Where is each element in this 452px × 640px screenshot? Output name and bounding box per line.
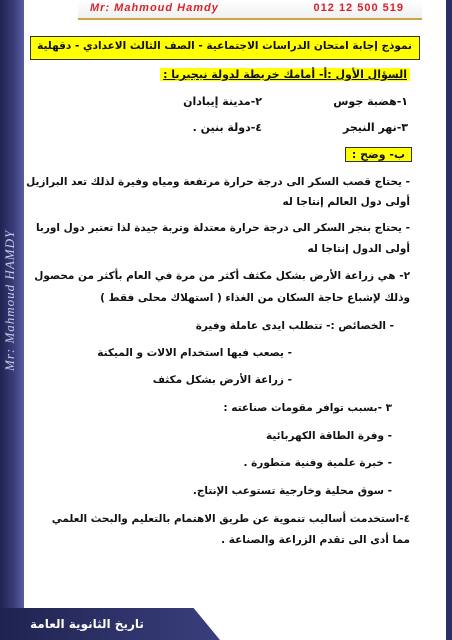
- header-banner: [78, 0, 422, 20]
- factor-2: - خبرة علمية وفنية متطورة .: [243, 457, 392, 469]
- top-frame: [0, 0, 452, 24]
- paragraph-1-line-2: أولى دول العالم إنتاجا له: [282, 196, 410, 208]
- characteristics-1: - الخصائص :- تتطلب ايدى عاملة وفيرة: [195, 320, 394, 332]
- characteristics-3: - زراعة الأرض بشكل مكثف: [152, 374, 292, 386]
- factor-1: - وفرة الطاقة الكهربائية: [265, 430, 392, 442]
- paragraph-2-line-1: - يحتاج بنجر السكر الى درجة حرارة معتدلة وتربة جيدة لذا تعتبر دول اوربا: [35, 222, 410, 234]
- factor-3: - سوق محلية وخارجية تستوعب الإنتاج.: [192, 485, 392, 497]
- paragraph-3-line-1: ٢- هي زراعة الأرض بشكل مكثف أكثر من مرة في العام بأكثر من محصول: [34, 270, 410, 282]
- paragraph-2-line-2: أولى الدول إنتاجا له: [307, 243, 410, 255]
- paragraph-4-heading: ٣ -بسبب توافر مقومات صناعته :: [223, 402, 392, 414]
- answer-3: ٣-نهر النيجر: [342, 121, 408, 134]
- paragraph-1-line-1: - يحتاج قصب السكر الى درجة حرارة مرتفعة ومياه وفيرة لذلك تعد البرازيل: [26, 176, 410, 188]
- paragraph-3-line-2: وذلك لإشباع حاجة السكان من الغذاء ( استهلاك محلى فقط ): [100, 292, 410, 304]
- side-watermark: Mr: Mahmoud HAMDY: [2, 229, 17, 371]
- paragraph-5-line-1: ٤-استخدمت أساليب تنموية عن طريق الاهتمام بالتعليم والبحث العلمي: [51, 513, 410, 525]
- answer-2: ٢-مدينة إيبادان: [183, 95, 262, 108]
- answer-4: ٤-دولة بنين .: [192, 121, 262, 134]
- author-name: Mr: Mahmoud Hamdy: [90, 2, 219, 14]
- section-b-heading: ب- وضح :: [345, 147, 412, 162]
- author-phone: 012 12 500 519: [313, 2, 404, 14]
- characteristics-2: - يصعب فيها استخدام الالات و الميكنة: [97, 347, 292, 359]
- answer-1: ١-هضبة جوس: [333, 95, 408, 108]
- footer-label: تاريخ الثانوية العامة: [30, 617, 144, 631]
- question-1-heading: السؤال الأول :أ- أمامك خريطة لدولة نيجيريا :: [160, 68, 410, 81]
- doc-title: نموذج إجابة امتحان الدراسات الاجتماعية - الصف الثالث الاعدادي - دقهلية: [37, 40, 412, 52]
- paragraph-5-line-2: مما أدى الى تقدم الزراعة والصناعة .: [221, 534, 410, 546]
- right-decorative-border: [446, 0, 452, 640]
